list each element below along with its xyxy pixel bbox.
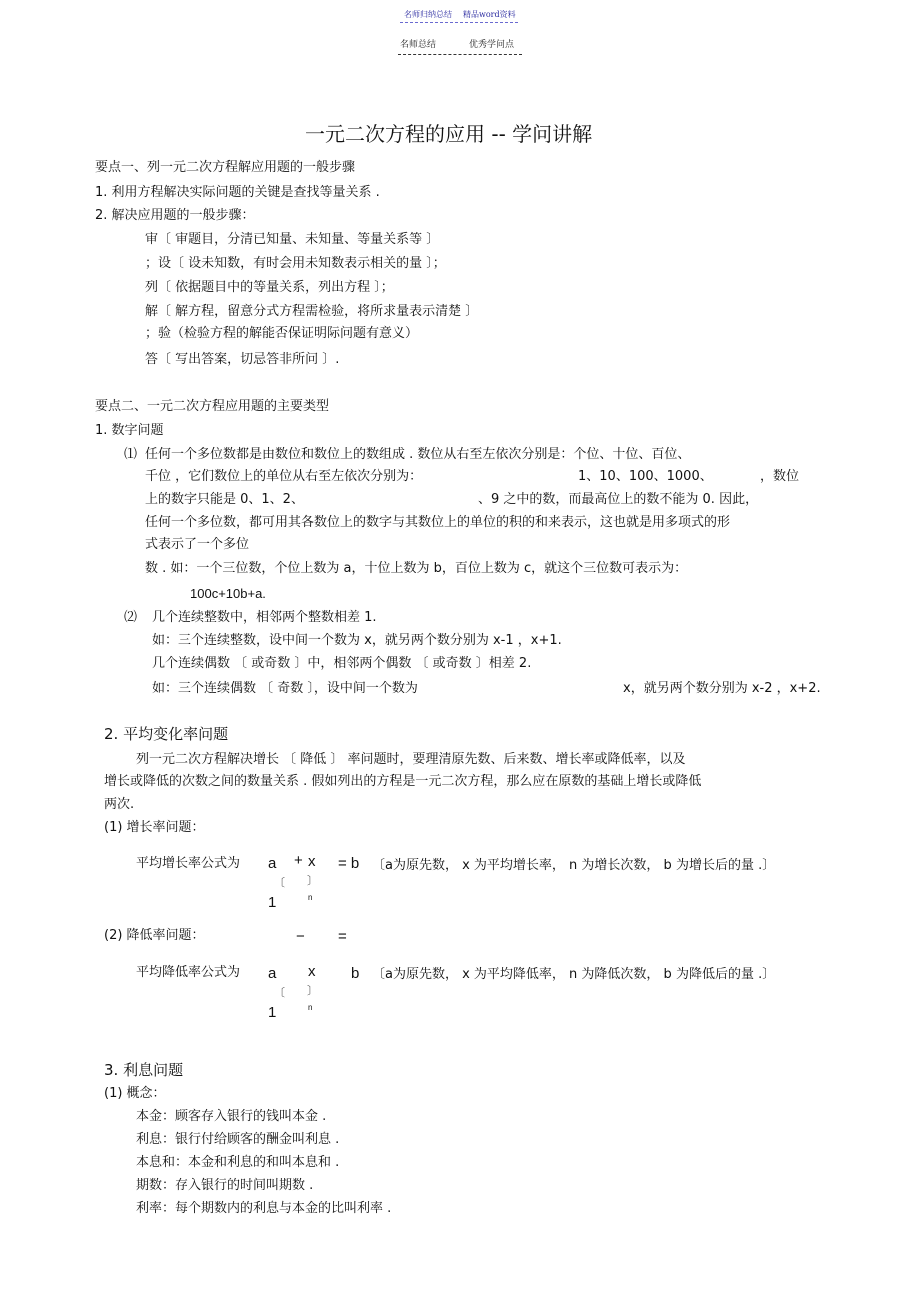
digit-line3b: 、9 之中的数，而最高位上的数不能为 0. 因此， [478,492,759,507]
growth-rparen: 〕 [307,874,318,887]
digit-line5: 式表示了一个多位 [145,537,250,552]
subheader-divider [398,54,522,55]
rate-line2: 增长或降低的次数之间的数量关系 . 假如列出的方程是一元二次方程，那么应在原数的基础上增长或降低 [104,774,702,789]
decline-lparen: 〔 [274,986,285,999]
consecutive-line3: 几个连续偶数 〔 或奇数 〕中，相邻两个偶数 〔 或奇数 〕相差 2. [152,656,532,671]
interest-heading: 3. 利息问题 [104,1061,184,1079]
decline-minus: − [296,928,305,945]
growth-plus: + [294,852,303,869]
decline-rparen: 〕 [307,984,318,997]
digit-line2a: 千位 ，它们数位上的单位从右至左依次分别为： [145,469,423,484]
growth-label: 平均增长率公式为 [136,856,241,871]
step-lie: 列〔 依据题目中的等量关系，列出方程 〕； [145,280,394,295]
digit-problem-title: 1. 数字问题 [95,423,164,438]
digit-line6: 数 . 如：一个三位数，个位上数为 a，十位上数为 b，百位上数为 c，就这个三位数可表示为： [145,561,688,576]
page-title: 一元二次方程的应用 -- 学问讲解 [305,122,593,146]
decline-title: (2) 降低率问题： [104,928,205,943]
section1-line1: 1. 利用方程解决实际问题的关键是查找等量关系 . [95,185,380,200]
decline-b: b [351,965,360,982]
concept-total: 本息和：本金和利息的和叫本息和 . [136,1155,340,1170]
step-shen: 审〔 审题目，分清已知量、未知量、等量关系等 〕 [145,232,440,247]
decline-one: 1 [268,1004,277,1021]
consecutive-line1: 几个连续整数中，相邻两个整数相差 1. [152,610,377,625]
rate-line1: 列一元二次方程解决增长 〔 降低 〕 率问题时，要理清原先数、后来数、增长率或降低率，以及 [136,752,686,767]
decline-desc: 〔a为原先数， x 为平均降低率， n 为降低次数， b 为降低后的量 .〕 [372,967,776,982]
rate-line3: 两次. [104,797,135,812]
subheader-left: 名师总结 [400,40,437,50]
consecutive-line4b: x，就另两个数分别为 x-2 ，x+2. [623,681,821,696]
header-left: 名师归纳总结 [404,10,452,19]
consecutive-line2: 如：三个连续整数，设中间一个数为 x，就另两个数分别为 x-1 ，x+1. [152,633,562,648]
digit-line2c: ，数位 [760,469,800,484]
header-right: 精品word资料 [463,10,516,19]
growth-lparen: 〔 [274,876,285,889]
growth-x: x [308,853,316,870]
marker-2: ⑵ [124,610,138,625]
growth-eq: = b [338,855,360,872]
concept-rate: 利率：每个期数内的利息与本金的比叫利率 . [136,1201,392,1216]
step-da: 答〔 写出答案，切忌答非所问 〕. [145,352,340,367]
digit-formula: 100c+10b+a. [190,586,266,601]
section2-heading: 要点二、一元二次方程应用题的主要类型 [95,399,330,414]
digit-line4: 任何一个多位数，都可用其各数位上的数字与其数位上的单位的积的和来表示，这也就是用多项式的形 [145,515,731,530]
decline-x: x [308,963,316,980]
decline-n: n [308,1003,313,1012]
digit-line2b: 1、10、100、1000、 [578,469,713,484]
growth-desc: 〔a为原先数， x 为平均增长率， n 为增长次数， b 为增长后的量 .〕 [372,858,776,873]
digit-line3a: 上的数字只能是 0、1、2、 [145,492,304,507]
decline-label: 平均降低率公式为 [136,965,241,980]
decline-eq: = [338,928,347,945]
growth-n: n [308,893,313,902]
consecutive-line4a: 如：三个连续偶数 〔 奇数 〕，设中间一个数为 [152,681,418,696]
growth-one: 1 [268,894,277,911]
concept-principal: 本金：顾客存入银行的钱叫本金 . [136,1109,327,1124]
growth-a: a [268,855,277,872]
concept-periods: 期数：存入银行的时间叫期数 . [136,1178,314,1193]
header-divider [400,22,518,23]
section1-heading: 要点一、列一元二次方程解应用题的一般步骤 [95,160,356,175]
step-jie: 解〔 解方程，留意分式方程需检验，将所求量表示清楚 〕 [145,304,479,319]
step-yan: ；验（检验方程的解能否保证明际问题有意义） [145,326,419,341]
step-she: ；设〔 设未知数，有时会用未知数表示相关的量 〕； [145,256,446,271]
concept-interest: 利息：银行付给顾客的酬金叫利息 . [136,1132,340,1147]
interest-concept: (1) 概念： [104,1086,166,1101]
subheader-right: 优秀学问点 [469,40,515,50]
growth-title: (1) 增长率问题： [104,820,205,835]
section1-line2: 2. 解决应用题的一般步骤： [95,208,255,223]
decline-a: a [268,965,277,982]
rate-heading: 2. 平均变化率问题 [104,725,229,743]
digit-line1: 任何一个多位数都是由数位和数位上的数组成 . 数位从右至左依次分别是：个位、十位、百位、 [145,447,691,462]
marker-1: ⑴ [124,447,138,462]
